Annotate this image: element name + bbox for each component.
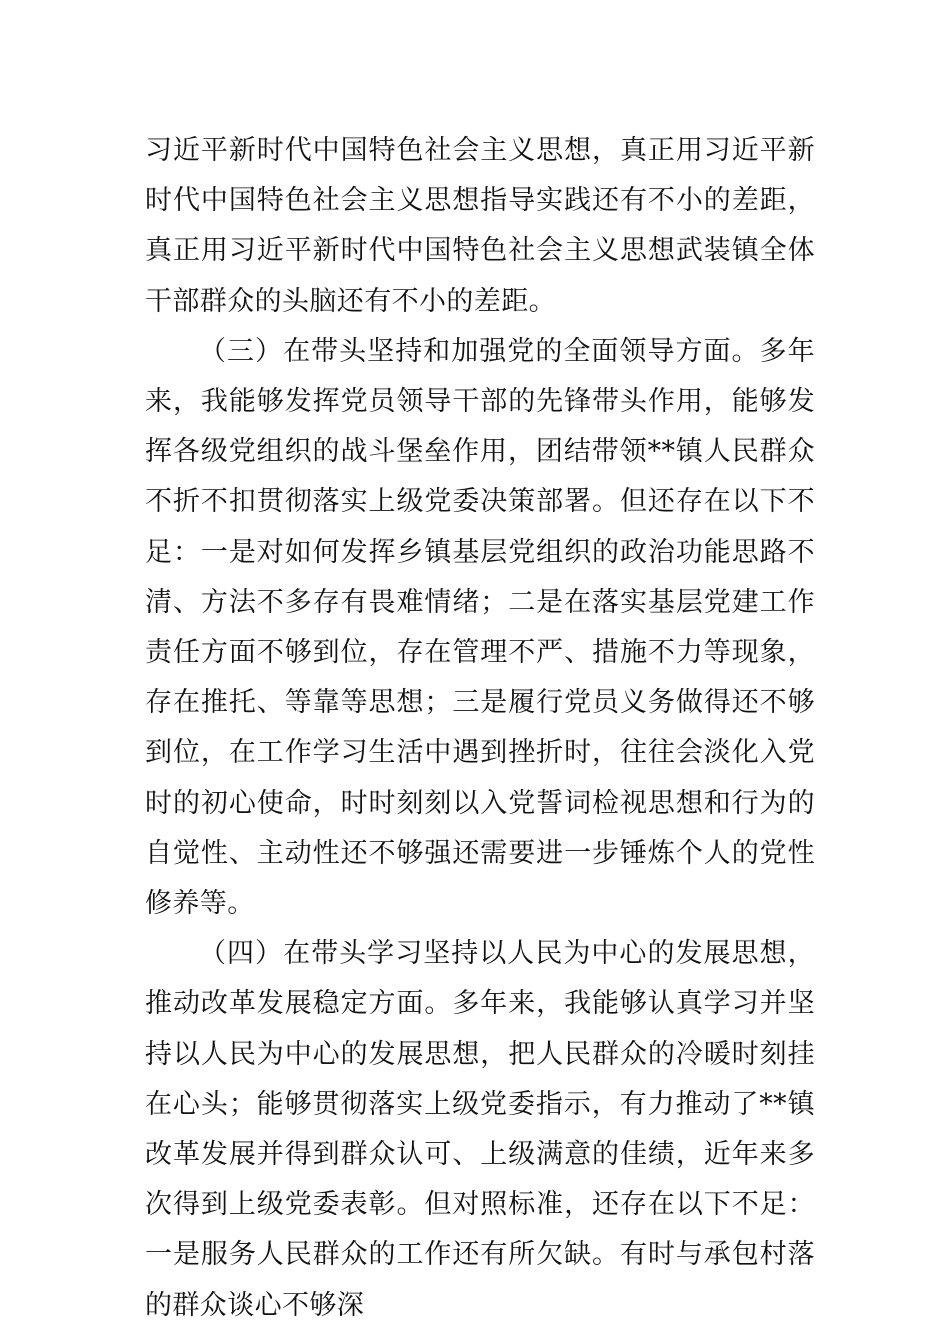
paragraph-section-3: （三）在带头坚持和加强党的全面领导方面。多年来，我能够发挥党员领导干部的先锋带头作用，能够发挥各级党组织的战斗堡垒作用，团结带领**镇人民群众不折不扣贯彻落实上级党委决策部署。但还存在以下不足：一是对如何发挥乡镇基层党组织的政治功能思路不清、方法不多存有畏难情绪；二是在落实基层党建工作责任方面不够到位，存在管理不严、措施不力等现象，存在推托、等靠等思想；三是履行党员义务做得还不够到位，在工作学习生活中遇到挫折时，往往会淡化入党时的初心使命，时时刻刻以入党誓词检视思想和行为的自觉性、主动性还不够强还需要进一步锤炼个人的党性修养等。 [145,335,815,920]
paragraph-continuation: 习近平新时代中国特色社会主义思想，真正用习近平新时代中国特色社会主义思想指导实践还有不小的差距，真正用习近平新时代中国特色社会主义思想武装镇全体干部群众的头脑还有不小的差距。 [145,135,815,317]
paragraph-section-4: （四）在带头学习坚持以人民为中心的发展思想，推动改革发展稳定方面。多年来，我能够认真学习并坚持以人民为中心的发展思想，把人民群众的冷暖时刻挂在心头；能够贯彻落实上级党委指示，有力推动了**镇改革发展并得到群众认可、上级满意的佳绩，近年来多次得到上级党委表彰。但对照标准，还存在以下不足：一是服务人民群众的工作还有所欠缺。有时与承包村落的群众谈心不够深 [145,938,815,1321]
document-body [145,126,815,1331]
